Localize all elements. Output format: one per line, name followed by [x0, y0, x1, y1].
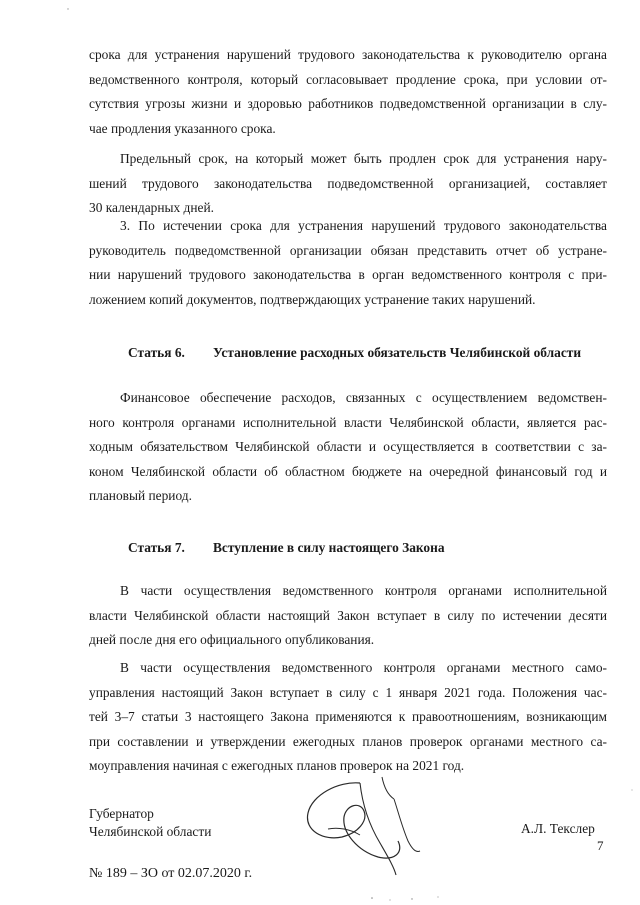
- text-line: моуправления начиная с ежегодных планов проверок на 2021 год.: [89, 758, 465, 774]
- paragraph-continuation: [89, 43, 607, 141]
- article-number: Статья 7.: [128, 540, 185, 555]
- article-6-heading: [128, 345, 581, 361]
- page-number: 7: [597, 838, 604, 853]
- text-line: коном Челябинской области об областном бюджете на очередной финансовый год и: [89, 463, 607, 479]
- text-line: управления настоящий Закон вступает в силу с 1 января 2021 года. Положения час-: [89, 684, 607, 700]
- handwritten-signature: [298, 771, 428, 881]
- text-line: дней после дня его официального опубликования.: [89, 632, 375, 648]
- text-line: Предельный срок, на который может быть продлен срок для устранения нару-: [120, 151, 607, 166]
- signatory-title-line: Челябинской области: [89, 824, 212, 839]
- text-line: ного контроля органами исполнительной власти Челябинской области, является рас-: [89, 414, 607, 430]
- text-line: ведомственного контроля, который согласовывает продление срока, при условии от-: [89, 71, 607, 87]
- text-line: нии нарушений трудового законодательства в орган ведомственного контроля с при-: [89, 267, 607, 283]
- signatory-name: А.Л. Текслер: [521, 821, 595, 836]
- text-line: 30 календарных дней.: [89, 200, 214, 216]
- article-title: Вступление в силу настоящего Закона: [213, 540, 445, 555]
- text-line: власти Челябинской области настоящий Закон вступает в силу по истечении десяти: [89, 607, 607, 623]
- text-line: чае продления указанного срока.: [89, 120, 276, 136]
- text-line: при составлении и утверждении ежегодных планов проверок органами местного са-: [89, 733, 607, 749]
- text-line: В части осуществления ведомственного контроля органами исполнительной: [120, 583, 607, 598]
- text-line: ходным обязательством Челябинской области и осуществляется в соответствии с за-: [89, 439, 607, 455]
- text-line: срока для устранения нарушений трудового законодательства к руководителю органа: [89, 47, 607, 62]
- article-6-paragraph: [89, 386, 607, 509]
- paragraph-deadline-limit: [89, 147, 607, 221]
- text-line: Финансовое обеспечение расходов, связанных с осуществлением ведомствен-: [120, 390, 607, 405]
- article-7-paragraph-2: [89, 656, 607, 779]
- signatory-title: [89, 805, 211, 841]
- text-line: руководитель подведомственной организации обязан представить отчет об устране-: [89, 242, 607, 258]
- article-7-paragraph-1: [89, 579, 607, 653]
- law-reference: № 189 – ЗО от 02.07.2020 г.: [89, 866, 253, 881]
- text-line: тей 3–7 статьи 3 настоящего Закона применяются к правоотношениям, возникающим: [89, 709, 607, 725]
- text-line: плановый период.: [89, 488, 192, 504]
- article-7-heading: [128, 540, 445, 556]
- text-line: В части осуществления ведомственного контроля органами местного само-: [120, 660, 607, 675]
- text-line: 3. По истечении срока для устранения нарушений трудового законодательства: [120, 218, 607, 233]
- article-number: Статья 6.: [128, 345, 185, 360]
- signatory-title-line: Губернатор: [89, 806, 154, 821]
- text-line: шений трудового законодательства подведомственной организацией, составляет: [89, 175, 607, 191]
- article-title: Установление расходных обязательств Челябинской области: [213, 345, 582, 360]
- text-line: сутствия угрозы жизни и здоровью работников подведомственной организации в слу-: [89, 96, 607, 112]
- paragraph-report-obligation: [89, 214, 607, 312]
- text-line: ложением копий документов, подтверждающих устранение таких нарушений.: [89, 291, 536, 307]
